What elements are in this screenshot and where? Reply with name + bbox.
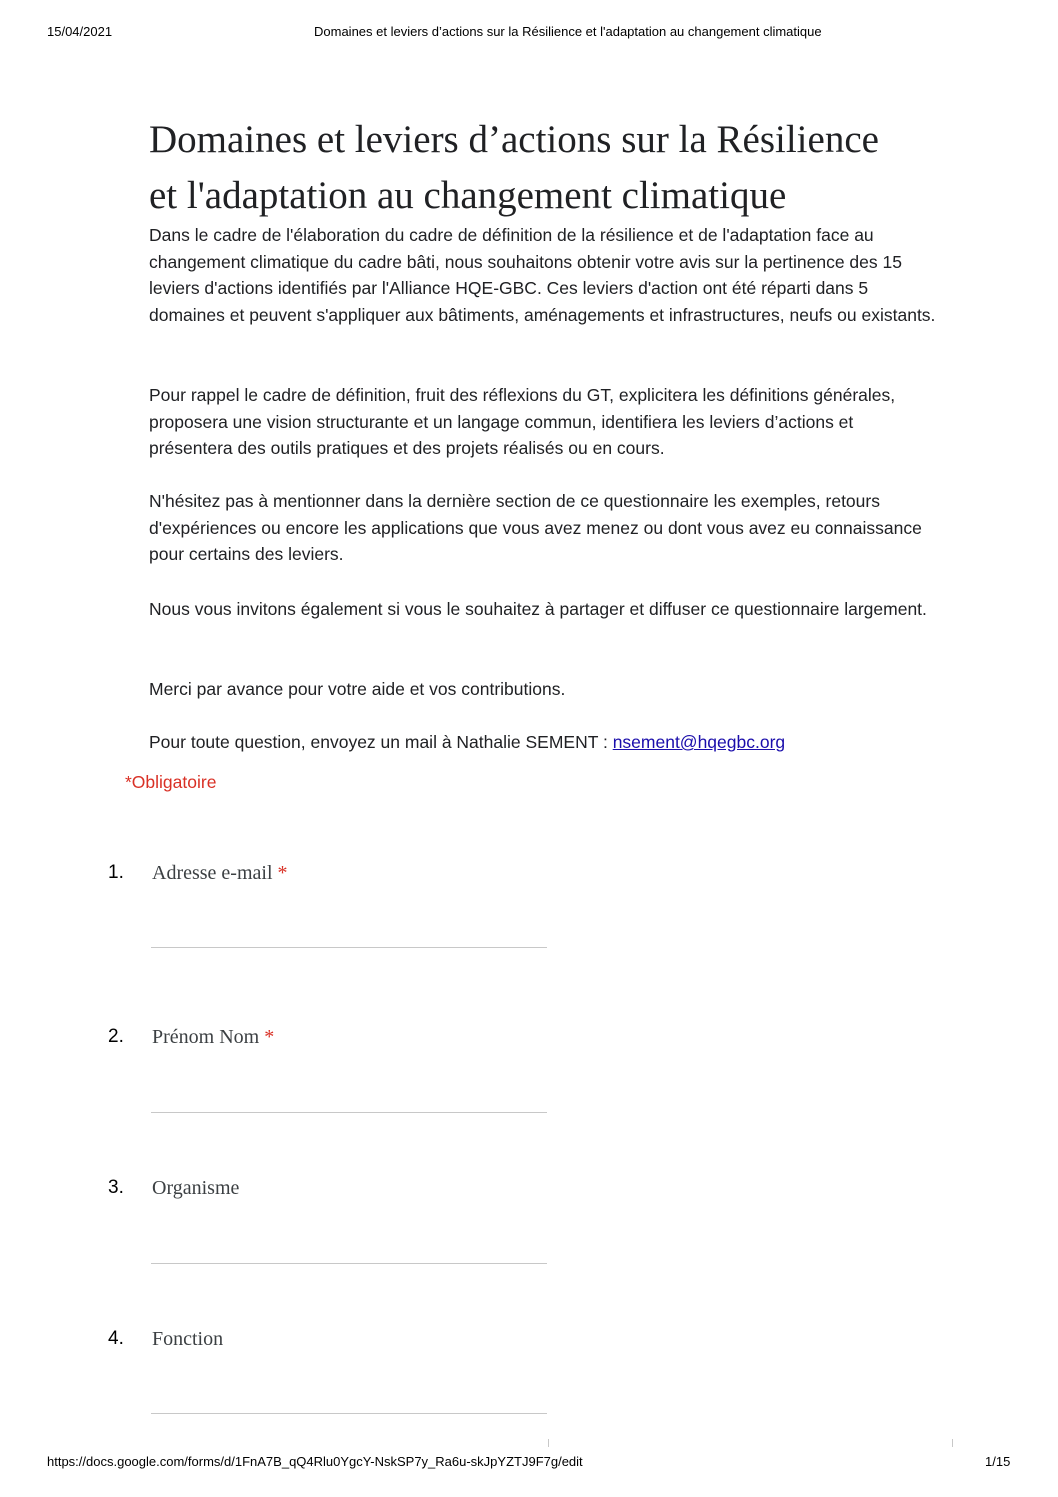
page-break-mark [952,1439,953,1447]
form-title [149,112,949,224]
question-label-email [152,862,288,885]
form-description-paragraph: Dans le cadre de l'élaboration du cadre de définition de la résilience et de l'adaptation face au changement climatique du cadre bâti, nous souhaitons obtenir votre avis sur la pertinence des 15 leviers d'actions identifiés par l'Alliance HQE-GBC. Ces leviers d'action ont été réparti dans 5 domaines et peuvent s'appliquer aux bâtiments, aménagements et infrastructures, neufs ou existants. [149,225,936,326]
contact-text: Pour toute question, envoyez un mail à Nathalie SEMENT : [149,732,613,752]
question-number: 4. [108,1328,124,1349]
page-break-mark [548,1439,549,1447]
question-text: Organisme [152,1177,240,1199]
function-answer-field[interactable] [151,1413,547,1414]
question-text: Fonction [152,1328,224,1350]
contact-line [149,729,939,756]
question-number: 2. [108,1026,124,1047]
print-footer-url: https://docs.google.com/forms/d/1FnA7B_qQ4Rlu0YgcY-NskSP7y_Ra6u-skJpYZTJ9F7g/edit [47,1454,583,1469]
name-answer-field[interactable] [151,1112,547,1113]
contact-email-link[interactable]: nsement@hqegbc.org [612,732,786,752]
email-answer-field[interactable] [151,947,547,948]
question-label-function [152,1328,223,1351]
question-label-name [152,1026,274,1049]
page-number: 1/15 [985,1454,1011,1469]
required-note: *Obligatoire [125,772,217,792]
print-header-title: Domaines et leviers d’actions sur la Résilience et l'adaptation au changement climatique [314,24,822,39]
form-title-line-1: Domaines et leviers d’actions sur la Résilience [149,118,879,161]
print-date: 15/04/2021 [47,24,113,39]
organisation-answer-field[interactable] [151,1263,547,1264]
question-number: 1. [108,862,124,883]
question-text: Adresse e-mail [152,862,273,884]
question-text: Prénom Nom [152,1026,260,1048]
required-asterisk: * [277,862,288,884]
form-description-paragraph: Nous vous invitons également si vous le souhaitez à partager et diffuser ce questionnaire largement. [149,599,927,619]
form-description-paragraph: N'hésitez pas à mentionner dans la dernière section de ce questionnaire les exemples, retours d'expériences ou encore les applications que vous avez menez ou dont vous avez eu connaissance pour certains des leviers. [149,491,922,565]
question-label-organisation [152,1177,239,1200]
form-description-paragraph: Merci par avance pour votre aide et vos contributions. [149,679,566,699]
form-description-paragraph: Pour rappel le cadre de définition, fruit des réflexions du GT, explicitera les définitions générales, proposera une vision structurante et un langage commun, identifiera les leviers d’actions et présentera des outils pratiques et des projets réalisés ou en cours. [149,385,896,459]
question-number: 3. [108,1177,124,1198]
required-asterisk: * [264,1026,275,1048]
form-title-line-2: et l'adaptation au changement climatique [149,174,787,217]
